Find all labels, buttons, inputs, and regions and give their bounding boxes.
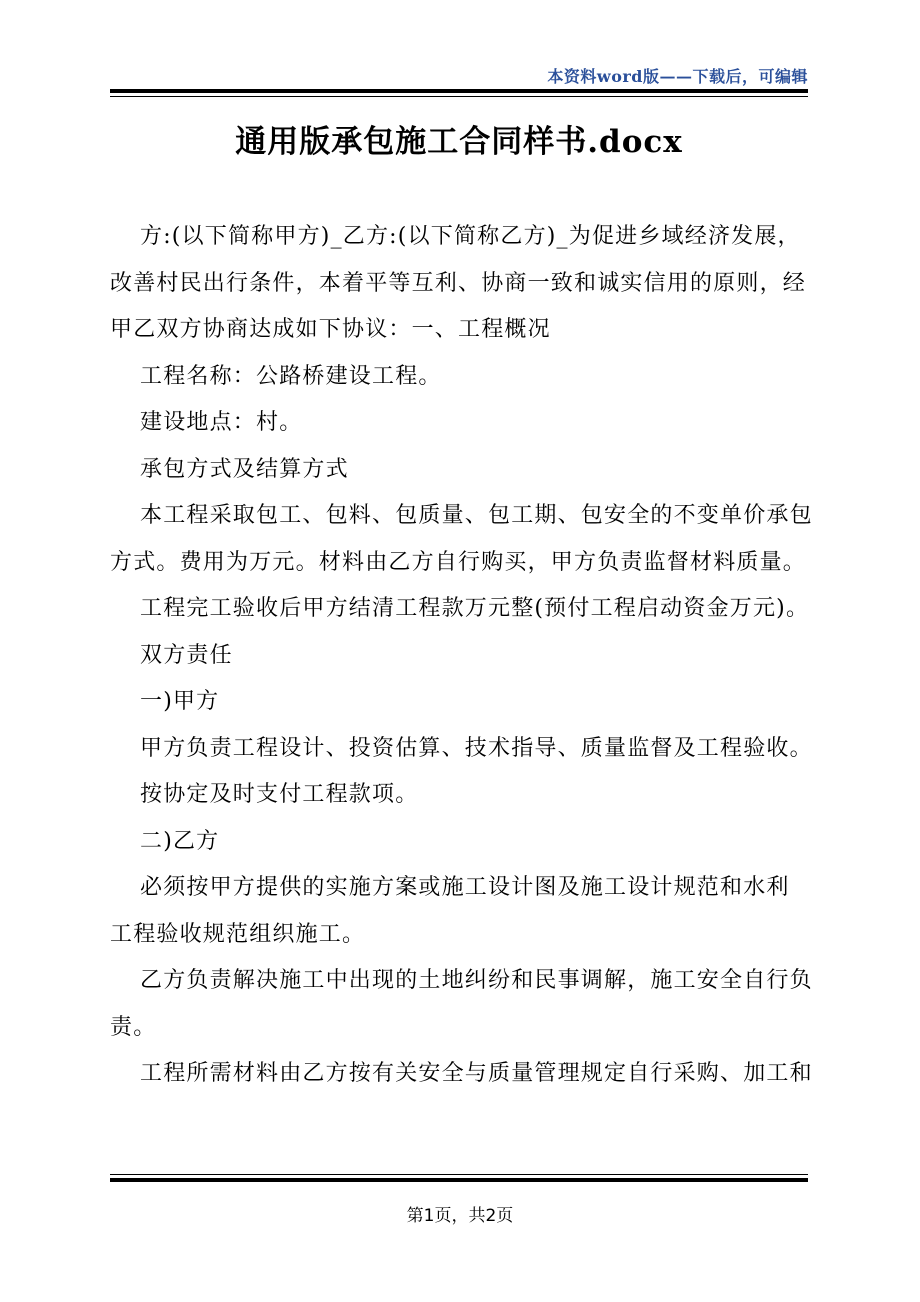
body-line: 甲乙双方协商达成如下协议：一、工程概况 — [110, 317, 551, 342]
header-note: 本资料word版——下载后，可编辑 — [547, 67, 808, 86]
body-line: 工程所需材料由乙方按有关安全与质量管理规定自行采购、加工和 — [140, 1061, 813, 1086]
footer-rule-thin — [110, 1174, 808, 1175]
header-rule-thin — [110, 96, 808, 97]
body-line: 工程验收规范组织施工。 — [110, 921, 366, 947]
body-line: 必须按甲方提供的实施方案或施工设计图及施工设计规范和水利 — [140, 875, 790, 900]
body-line: 建设地点：村。 — [140, 410, 303, 435]
page-number: 第1页，共2页 — [406, 1206, 514, 1226]
footer-rule-thick — [110, 1178, 808, 1182]
header-rule-thick — [110, 89, 808, 93]
body-line: 双方责任 — [140, 642, 233, 668]
body-line: 本工程采取包工、包料、包质量、包工期、包安全的不变单价承包 — [140, 503, 813, 528]
document-body — [110, 214, 830, 1098]
body-line: 承包方式及结算方式 — [140, 456, 349, 482]
body-line: 一)甲方 — [140, 689, 220, 714]
body-line: 方:(以下简称甲方)_乙方:(以下简称乙方)_为促进乡域经济发展， — [140, 224, 801, 249]
body-line: 乙方负责解决施工中出现的土地纠纷和民事调解，施工安全自行负 — [140, 968, 813, 993]
document-title: 通用版承包施工合同样书.docx — [235, 124, 683, 160]
body-line: 按协定及时支付工程款项。 — [140, 782, 419, 807]
body-line: 二)乙方 — [140, 828, 220, 854]
body-line: 甲方负责工程设计、投资估算、技术指导、质量监督及工程验收。 — [140, 735, 813, 761]
body-line: 责。 — [110, 1014, 157, 1040]
body-line: 改善村民出行条件，本着平等互利、协商一致和诚实信用的原则，经 — [110, 270, 807, 296]
body-line: 方式。费用为万元。材料由乙方自行购买，甲方负责监督材料质量。 — [110, 549, 807, 575]
body-line: 工程完工验收后甲方结清工程款万元整(预付工程启动资金万元)。 — [140, 596, 810, 621]
body-line: 工程名称：公路桥建设工程。 — [140, 363, 442, 389]
